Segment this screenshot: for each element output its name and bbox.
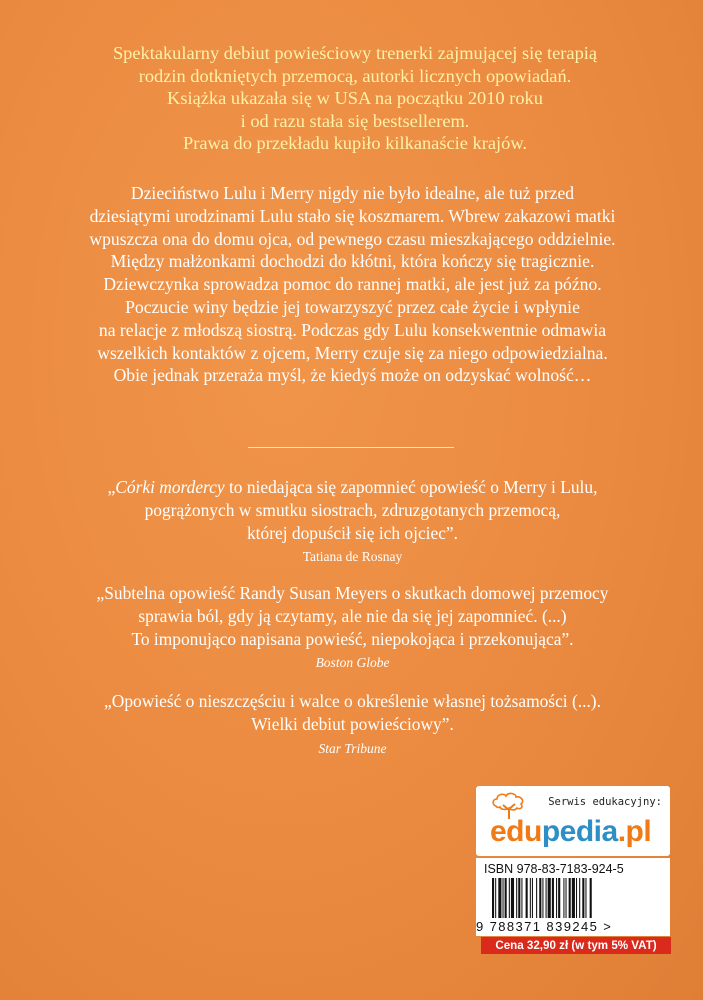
barcode-bar [498,878,501,918]
quote-line: sprawia ból, gdy ją czytamy, ale nie da się jej zapomnieć. (...) [138,605,567,626]
quote-source: Boston Globe [315,655,390,671]
quote-open-mark: „ [107,477,116,497]
synopsis-line: Poczucie winy będzie jej towarzyszyć przez całe życie i wpłynie [125,296,580,317]
quote-line: której dopuścił się ich ojciec”. [246,522,459,543]
barcode [492,878,658,920]
quote-line: Wielki debiut powieściowy”. [251,713,454,734]
intro-line: Spektakularny debiut powieściowy trenerki zajmującej się terapią [112,43,598,63]
price-band: Cena 32,90 zł (w tym 5% VAT) [481,937,671,954]
barcode-bar [539,878,541,918]
synopsis-line: Dzieciństwo Lulu i Merry nigdy nie było idealne, ale tuż przed [130,183,575,203]
barcode-bar [530,878,531,918]
barcode-bar [532,878,533,918]
synopsis-line: dziesiątymi urodzinami Lulu stało się koszmarem. Wbrew zakazowi matki [89,205,616,226]
synopsis-line: Między małżonkami dochodzi do kłótni, która kończy się tragicznie. [110,251,595,272]
logo-part-pedia: pedia [541,815,618,848]
quote-line: pogrążonych w smutku siostrach, zdruzgotanych przemocą, [144,499,561,520]
barcode-bar [558,878,560,918]
barcode-bar [521,878,522,918]
quote-line: „Opowieść o nieszczęściu i walce o określenie własnej tożsamości (...). [104,691,601,711]
quote-line: „Subtelna opowieść Randy Susan Meyers o skutkach domowej przemocy [96,583,609,603]
intro-blurb [40,42,670,155]
intro-line: rodzin dotkniętych przemocą, autorki licznych opowiadań. [138,65,572,86]
barcode-digits: 9 788371 839245 > [476,919,613,934]
synopsis [30,182,675,387]
review-quote-1 [30,476,675,567]
barcode-bar [576,878,577,918]
review-quote-3 [30,690,675,759]
section-divider [248,447,454,448]
synopsis-line: Obie jednak przeraża myśl, że kiedyś może on odzyskać wolność… [113,365,592,386]
barcode-bar [579,878,580,918]
publisher-caption: Serwis edukacyjny: [548,796,662,808]
synopsis-line: na relacje z młodszą siostrą. Podczas gdy Lulu konsekwentnie odmawia [98,319,607,340]
isbn-box [476,858,670,936]
barcode-bar [536,878,537,918]
quote-line [30,476,675,499]
barcode-bar [492,878,494,918]
synopsis-line: Dziewczynka sprowadza pomoc do rannej matki, ale jest już za późno. [103,274,602,295]
intro-line: i od razu stała się bestsellerem. [240,110,470,131]
barcode-bar [509,878,510,918]
barcode-bar [548,878,551,918]
logo-part-edu: edu [490,815,542,848]
barcode-bar [516,878,517,918]
barcode-bar [556,878,557,918]
intro-line: Prawa do przekładu kupiło kilkanaście krajów. [182,133,528,154]
isbn-label: ISBN 978-83-7183-924-5 [484,862,624,876]
barcode-bar [518,878,520,918]
barcode-bar [526,878,528,918]
book-title: Córki mordercy [115,477,225,497]
review-quote-2 [30,582,675,673]
barcode-bar [590,878,592,918]
quote-line: To imponująco napisana powieść, niepokojąca i przekonująca”. [131,628,574,649]
barcode-bar [503,878,504,918]
edupedia-logo [490,816,651,848]
publisher-badge [476,786,670,856]
barcode-bar [563,878,564,918]
barcode-bar [569,878,571,918]
synopsis-line: wpuszcza ona do domu ojca, od pewnego czasu mieszkającego oddzielnie. [89,228,616,249]
barcode-bar [542,878,543,918]
barcode-bar [572,878,575,918]
logo-part-pl: .pl [617,815,652,848]
synopsis-line: wszelkich kontaktów z ojcem, Merry czuje się za niego odpowiedzialna. [97,342,608,363]
quote-text: to niedająca się zapomnieć opowieść o Merry i Lulu, [224,477,598,497]
barcode-bar [495,878,496,918]
barcode-bar [546,878,547,918]
barcode-bar [552,878,554,918]
barcode-bar [566,878,567,918]
quote-source: Star Tribune [318,740,387,756]
barcode-bar [511,878,514,918]
quote-author: Tatiana de Rosnay [302,549,403,565]
barcode-bar [582,878,584,918]
intro-line: Książka ukazała się w USA na początku 2010 roku [167,88,543,109]
barcode-bar [585,878,586,918]
barcode-bar [505,878,507,918]
